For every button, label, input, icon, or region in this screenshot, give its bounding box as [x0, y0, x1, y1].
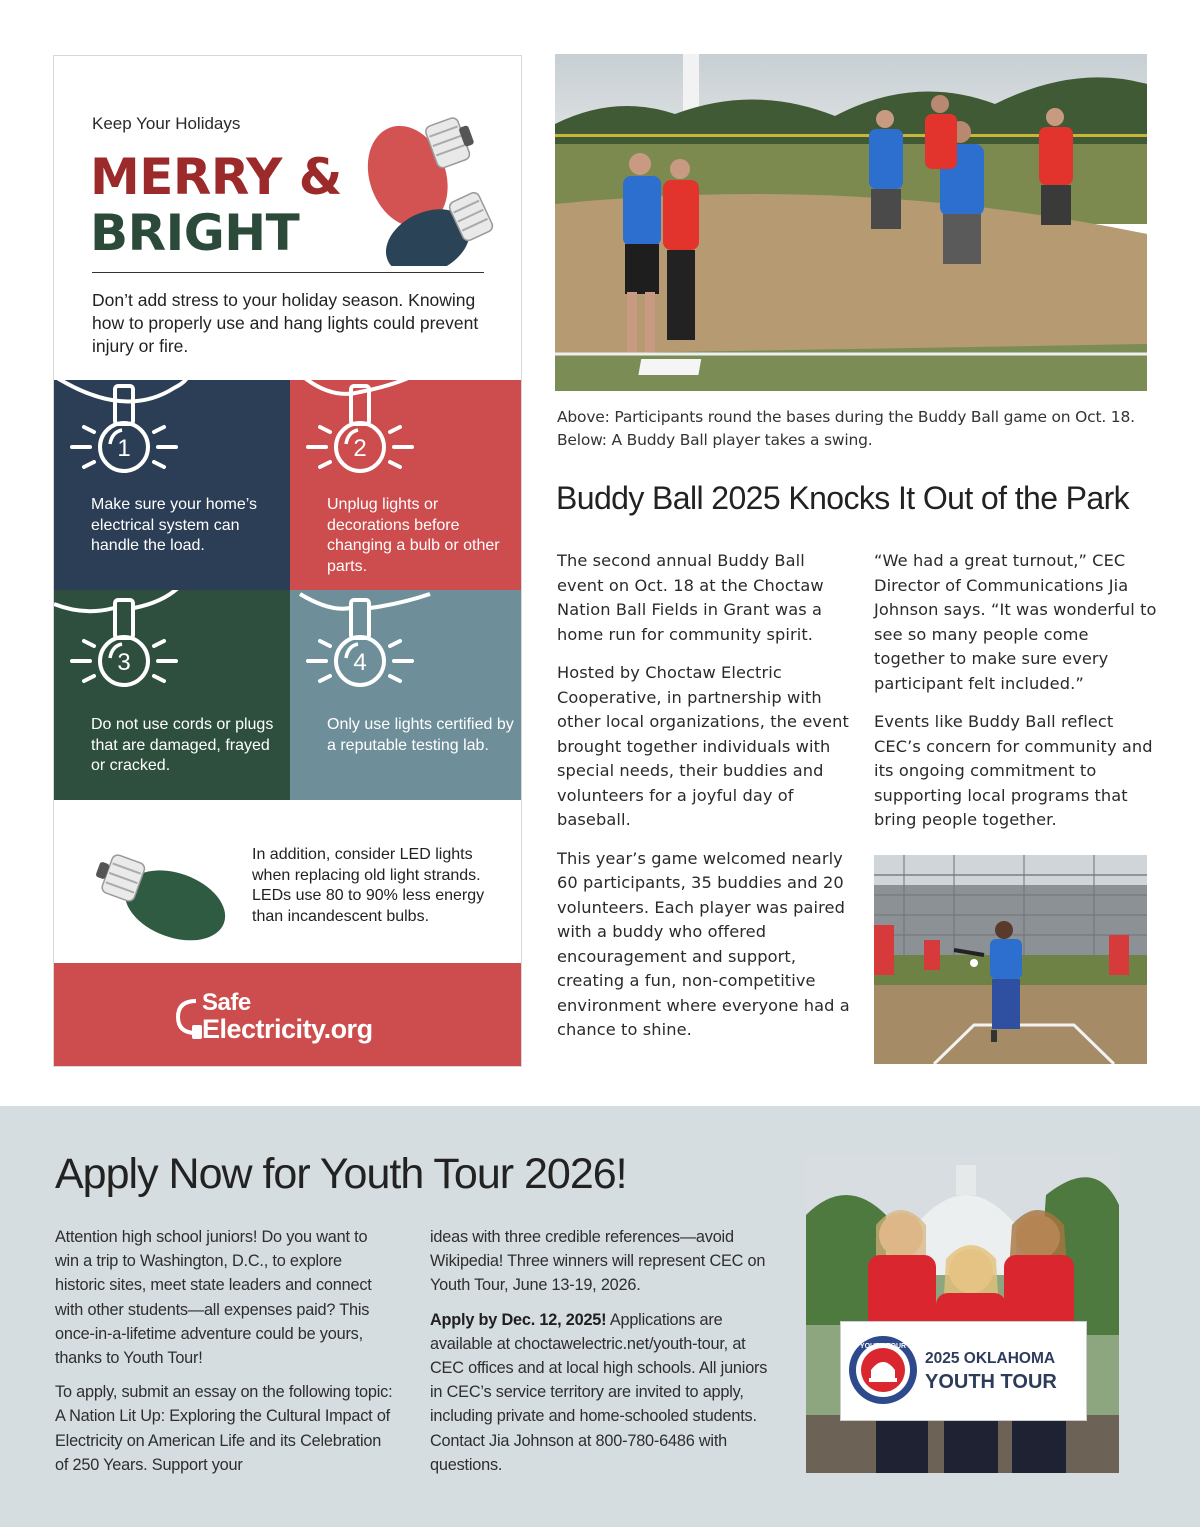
- logo-safe: Safe: [202, 989, 251, 1016]
- safe-electricity-logo[interactable]: [174, 989, 414, 1049]
- apply-paragraph: [430, 1308, 770, 1477]
- buddy-ball-photo-bases: [555, 54, 1147, 391]
- plug-icon: [174, 995, 204, 1039]
- tip-text-4: Only use lights certified by a reputable testing lab.: [327, 716, 514, 754]
- youth-tour-sign: [840, 1321, 1087, 1421]
- paragraph: This year’s game welcomed nearly 60 participants, 35 buddies and 20 volunteers. Each player was paired with a buddy who offered encouragement and support, creating a fun, non-competitive environment where everyone had a chance to shine.: [557, 848, 850, 1039]
- promo-title-bright: BRIGHT: [90, 204, 300, 262]
- youth-tour-photo: [806, 1155, 1119, 1473]
- paragraph: The second annual Buddy Ball event on Oct. 18 at the Choctaw Nation Ball Fields in Grant was a home run for community spirit.: [557, 551, 824, 644]
- led-note: In addition, consider LED lights when replacing old light strands. LEDs use 80 to 90% less energy than incandescent bulbs.: [252, 846, 485, 925]
- tip-tile-4: [290, 590, 522, 800]
- sign-year-state: 2025 OKLAHOMA: [925, 1350, 1056, 1367]
- logo-electricity-org: Electricity.org: [202, 1014, 373, 1044]
- photo-caption: [557, 406, 1157, 452]
- tip-tile-3: [54, 590, 290, 800]
- paragraph: Events like Buddy Ball reflect CEC’s concern for community and its ongoing commitment to supporting local programs that bring people together.: [874, 712, 1153, 829]
- paragraph: Hosted by Choctaw Electric Cooperative, in partnership with other local organizations, the event brought together individuals with special needs, their buddies and volunteers for a joyful day of baseball.: [557, 663, 849, 829]
- caption-above: Above: Participants round the bases during the Buddy Ball game on Oct. 18.: [557, 408, 1135, 426]
- buddy-ball-column-1: [557, 549, 852, 1057]
- paragraph: Attention high school juniors! Do you want to win a trip to Washington, D.C., to explore historic sites, meet state leaders and connect with other students—all expenses paid? This once-in-a-lifetime adventure could be yours, thanks to Youth Tour!: [55, 1228, 372, 1368]
- apply-details: Applications are available at choctawelectric.net/youth-tour, at CEC offices and at local high schools. All juniors in CEC’s service territory are invited to apply, including private and home-schooled students. Contact Jia Johnson at 800-780-6486 with questions.: [430, 1310, 768, 1474]
- tip-tile-2: [290, 380, 522, 590]
- youth-tour-seal-icon: [847, 1334, 919, 1406]
- youth-tour-headline: Apply Now for Youth Tour 2026!: [55, 1150, 627, 1198]
- tip-number-4: 4: [353, 649, 367, 676]
- tip-number-3: 3: [117, 649, 131, 676]
- paragraph: To apply, submit an essay on the following topic: A Nation Lit Up: Exploring the Cultural Impact of Electricity on American Life and its Celebration of 250 Years. Support your: [55, 1383, 393, 1474]
- tip-number-1: 1: [117, 435, 131, 462]
- divider: [92, 272, 484, 273]
- youth-tour-column-2: [430, 1225, 770, 1487]
- baseball-field-photo: [555, 54, 1147, 391]
- buddy-ball-photo-swing: [874, 855, 1147, 1064]
- batter-photo: [874, 855, 1147, 1064]
- promo-title-merry: MERRY &: [90, 148, 342, 206]
- buddy-ball-headline: Buddy Ball 2025 Knocks It Out of the Park: [556, 480, 1130, 516]
- promo-intro: Don’t add stress to your holiday season. Knowing how to properly use and hang lights could prevent injury or fire.: [92, 290, 479, 356]
- apply-deadline: Apply by Dec. 12, 2025!: [430, 1310, 607, 1329]
- led-bulb-icon: [84, 841, 234, 941]
- tip-text-3: Do not use cords or plugs that are damaged, frayed or cracked.: [91, 716, 274, 774]
- lightbulb-2-icon: [290, 380, 522, 490]
- tip-text-2: Unplug lights or decorations before changing a bulb or other parts.: [327, 496, 500, 575]
- youth-tour-column-1: [55, 1225, 395, 1487]
- tip-number-2: 2: [353, 435, 367, 462]
- paragraph: “We had a great turnout,” CEC Director of Communications Jia Johnson says. “It was wonderful to see so many people come together to make sure every participant felt included.”: [874, 551, 1157, 693]
- buddy-ball-column-2: [874, 549, 1164, 847]
- lightbulb-1-icon: [54, 380, 290, 490]
- seal-text: YOUTH TOUR: [859, 1343, 907, 1350]
- promo-footer: [54, 963, 522, 1067]
- sign-youth-tour: YOUTH TOUR: [925, 1371, 1057, 1393]
- lightbulb-4-icon: [290, 590, 522, 705]
- christmas-bulbs-icon: [344, 86, 514, 266]
- lightbulb-3-icon: [54, 590, 290, 705]
- tip-tile-1: [54, 380, 290, 590]
- youth-tour-section: [0, 1106, 1200, 1527]
- caption-below: Below: A Buddy Ball player takes a swing.: [557, 431, 873, 449]
- tip-text-1: Make sure your home’s electrical system can handle the load.: [91, 496, 257, 554]
- promo-kicker: Keep Your Holidays: [92, 114, 241, 133]
- capitol-students-photo: [806, 1155, 1119, 1473]
- paragraph: ideas with three credible references—avoid Wikipedia! Three winners will represent CEC on Youth Tour, June 13-19, 2026.: [430, 1228, 766, 1295]
- safety-promo: [53, 55, 522, 1067]
